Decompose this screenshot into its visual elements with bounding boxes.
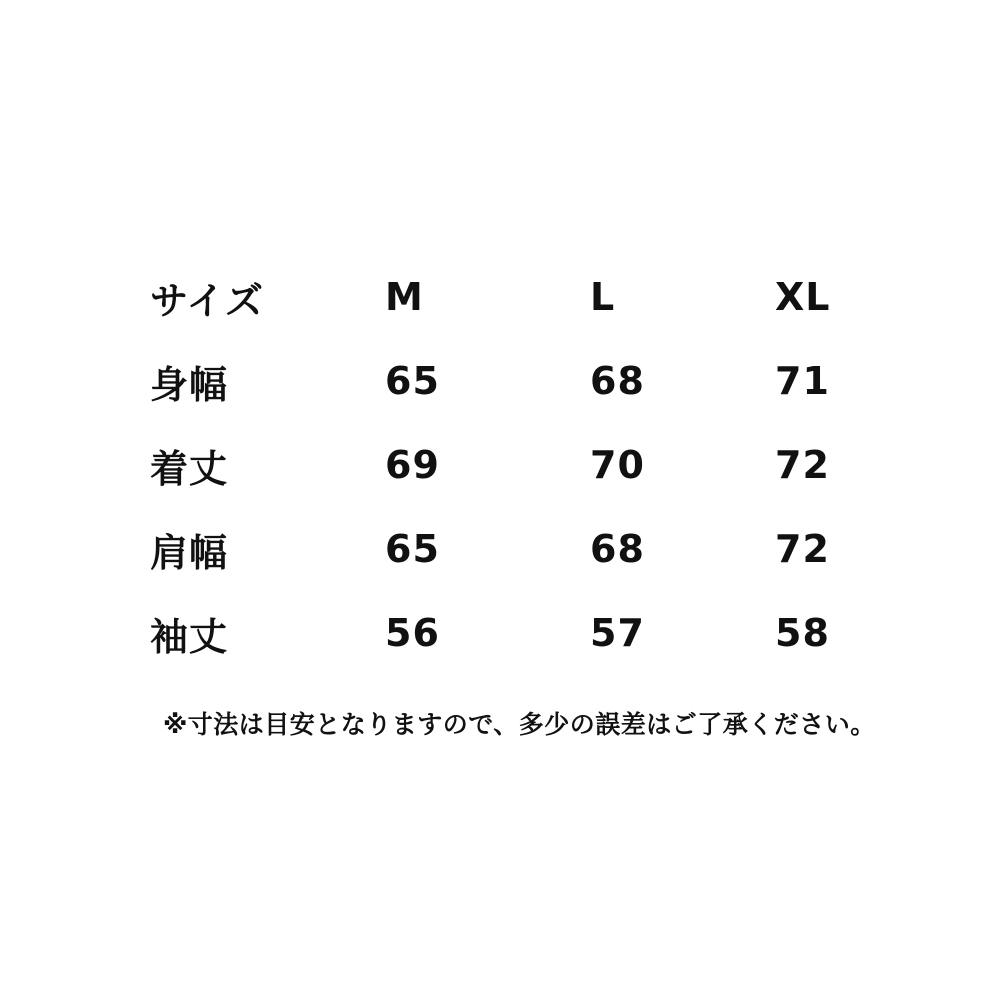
table-header-row: [150, 255, 960, 339]
table-row: [150, 339, 960, 423]
row-1-value-xl: 72: [775, 443, 830, 487]
table-row: [150, 507, 960, 591]
row-2-value-xl: 72: [775, 527, 830, 571]
row-3-value-m: 56: [385, 611, 440, 655]
table-row: [150, 591, 960, 675]
row-1-value-m: 69: [385, 443, 440, 487]
row-2-value-m: 65: [385, 527, 440, 571]
header-cell-m: M: [385, 275, 424, 319]
measurement-disclaimer: ※寸法は目安となりますので、多少の誤差はご了承ください。: [163, 710, 876, 739]
row-3-value-xl: 58: [775, 611, 830, 655]
row-2-value-l: 68: [590, 527, 645, 571]
row-1-value-l: 70: [590, 443, 645, 487]
row-3-value-l: 57: [590, 611, 645, 655]
header-cell-xl: XL: [775, 275, 831, 319]
row-label-2: 肩幅: [150, 530, 229, 575]
row-label-1: 着丈: [150, 446, 229, 491]
header-cell-size: サイズ: [150, 278, 264, 323]
row-label-3: 袖丈: [150, 614, 229, 659]
row-0-value-xl: 71: [775, 359, 830, 403]
table-row: [150, 423, 960, 507]
row-0-value-m: 65: [385, 359, 440, 403]
header-cell-l: L: [590, 275, 616, 319]
size-chart-table: [150, 255, 960, 675]
row-label-0: 身幅: [150, 362, 229, 407]
row-0-value-l: 68: [590, 359, 645, 403]
